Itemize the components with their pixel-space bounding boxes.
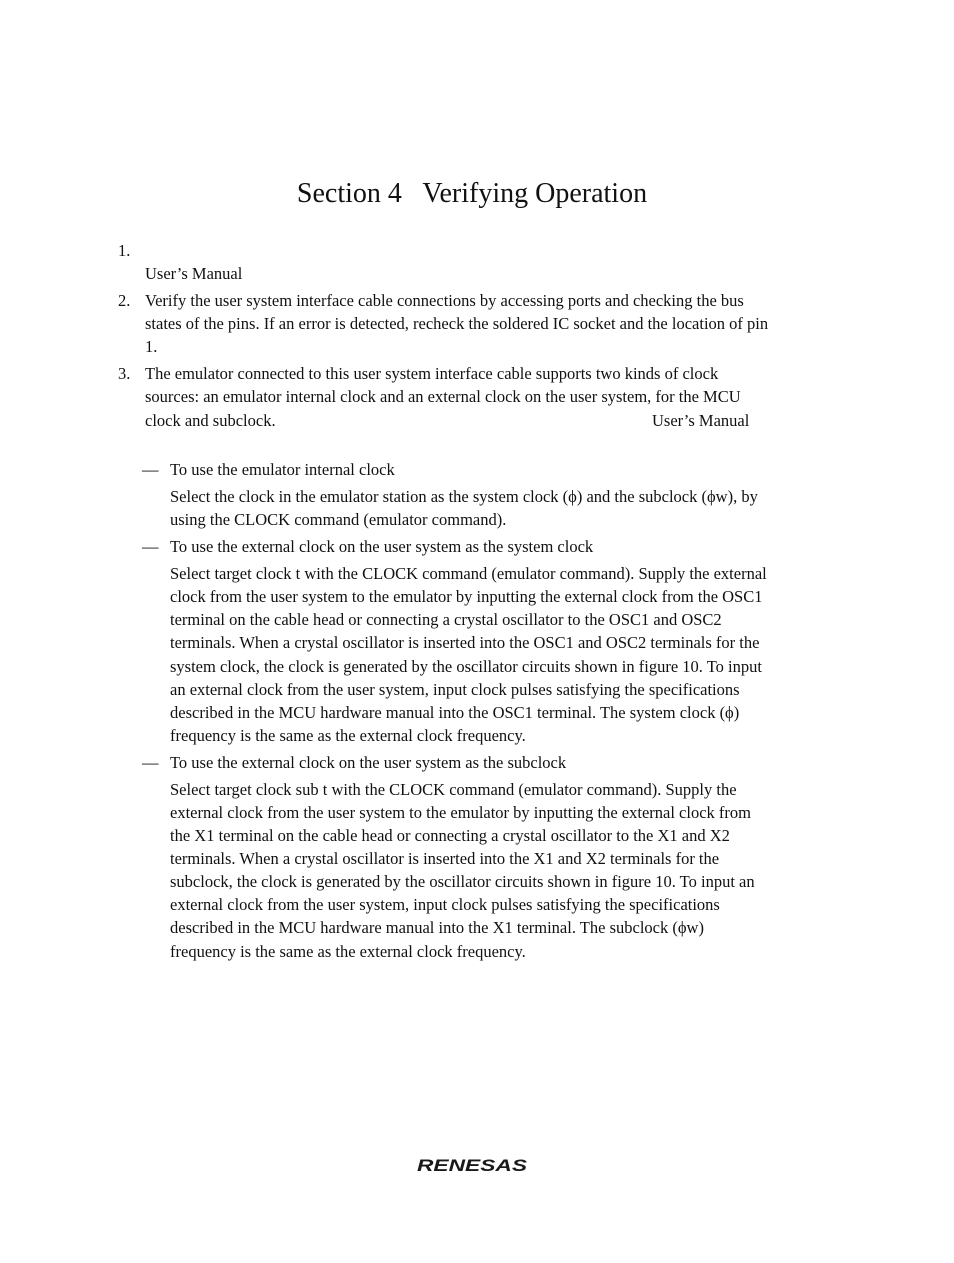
- page-title: Section 4 Verifying Operation: [296, 178, 648, 209]
- list-item-line: sources: an emulator internal clock and an external clock on the user system, for the MCU: [145, 387, 741, 406]
- list-item-line: clock and subclock.: [145, 411, 276, 430]
- dash-bullet: —: [142, 460, 159, 479]
- clock-option-line: using the CLOCK command (emulator command).: [170, 510, 507, 529]
- clock-option-line: Select target clock sub t with the CLOCK command (emulator command). Supply the: [170, 780, 737, 799]
- clock-option-line: clock from the user system to the emulator by inputting the external clock from the OSC1: [170, 587, 763, 606]
- clock-option-line: Select the clock in the emulator station as the system clock (ϕ) and the subclock (ϕw), by: [170, 487, 758, 506]
- list-item-line: User’s Manual: [652, 411, 750, 430]
- clock-option-line: frequency is the same as the external clock frequency.: [170, 942, 526, 961]
- clock-option-heading: To use the emulator internal clock: [170, 460, 395, 479]
- clock-option-heading: To use the external clock on the user system as the subclock: [170, 753, 567, 772]
- list-item-line: 1.: [145, 337, 158, 356]
- clock-option-line: external clock from the user system to the emulator by inputting the external clock from: [170, 803, 751, 822]
- list-item-line: states of the pins. If an error is detected, recheck the soldered IC socket and the location of pin: [145, 314, 769, 333]
- clock-option-line: frequency is the same as the external clock frequency.: [170, 726, 526, 745]
- clock-option-line: Select target clock t with the CLOCK command (emulator command). Supply the external: [170, 564, 767, 583]
- renesas-logo-icon: [416, 1156, 528, 1174]
- clock-option-line: the X1 terminal on the cable head or connecting a crystal oscillator to the X1 and X2: [170, 826, 730, 845]
- dash-bullet: —: [142, 537, 159, 556]
- list-item-number: 3.: [118, 364, 131, 383]
- clock-option-line: terminal on the cable head or connecting a crystal oscillator to the OSC1 and OSC2: [170, 610, 722, 629]
- clock-option-heading: To use the external clock on the user system as the system clock: [170, 537, 594, 556]
- list-item-number: 2.: [118, 291, 131, 310]
- clock-option-line: subclock, the clock is generated by the oscillator circuits shown in figure 10. To input an: [170, 872, 755, 891]
- clock-option-line: system clock, the clock is generated by the oscillator circuits shown in figure 10. To input: [170, 657, 762, 676]
- clock-option-line: an external clock from the user system, input clock pulses satisfying the specifications: [170, 680, 740, 699]
- clock-option-line: external clock from the user system, input clock pulses satisfying the specifications: [170, 895, 720, 914]
- clock-option-line: terminals. When a crystal oscillator is inserted into the OSC1 and OSC2 terminals for the: [170, 633, 760, 652]
- clock-option-line: terminals. When a crystal oscillator is inserted into the X1 and X2 terminals for the: [170, 849, 720, 868]
- list-item-number: 1.: [118, 241, 131, 260]
- list-item-line: The emulator connected to this user system interface cable supports two kinds of clock: [145, 364, 719, 383]
- renesas-logo-text: RENESAS: [417, 1156, 528, 1174]
- dash-bullet: —: [142, 753, 159, 772]
- clock-option-line: described in the MCU hardware manual into the X1 terminal. The subclock (ϕw): [170, 918, 704, 937]
- list-item-line: Verify the user system interface cable connections by accessing ports and checking the bus: [145, 291, 744, 310]
- list-item-line: User’s Manual: [145, 264, 243, 283]
- clock-option-line: described in the MCU hardware manual into the OSC1 terminal. The system clock (ϕ): [170, 703, 740, 722]
